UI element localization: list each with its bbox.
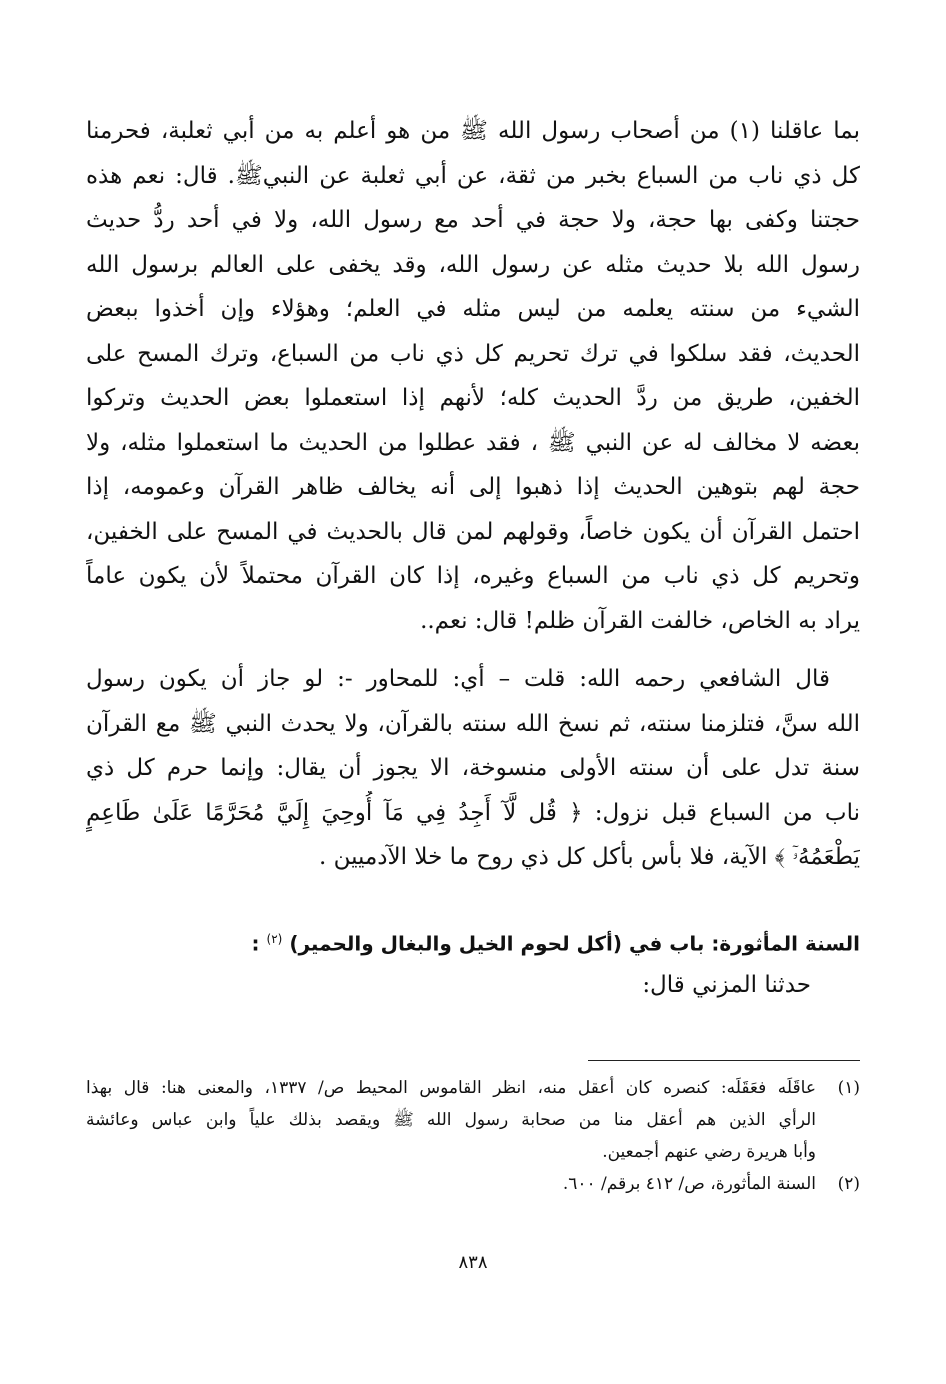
paragraph-line: الحديث، فقد سلكوا في ترك تحريم كل ذي ناب من السباع، وترك المسح على: [86, 340, 860, 367]
paragraph-line: الخفين، طريق من ردَّ الحديث كله؛ لأنهم إذا استعملوا بعض الحديث وتركوا: [86, 385, 860, 411]
paragraph-1: [86, 109, 860, 643]
footnote-2-line: [86, 1168, 860, 1200]
section-heading-suffix: :: [251, 931, 260, 956]
paragraph-line: الشيء من سنته يعلمه من ليس مثله في العلم؛ وهؤلاء وإن أخذوا ببعض: [86, 296, 860, 322]
paragraph-line: رسول الله بلا حديث مثله عن رسول الله، وقد يخفى على العالم برسول الله: [86, 251, 860, 278]
paragraph-2: [86, 657, 860, 880]
footnote-reference: (٢): [266, 932, 283, 946]
footnote-divider: [588, 1060, 860, 1061]
section-heading: [86, 917, 860, 966]
paragraph-line: الله سنَّ، فتلزمنا سنته، ثم نسخ الله سنته بالقرآن، ولا يحدث النبي ﷺ مع القرآن: [86, 710, 860, 737]
paragraph-line: احتمل القرآن أن يكون خاصاً، وقولهم لمن قال بالحديث في المسح على الخفين،: [86, 518, 860, 545]
footnote-number: (٢): [837, 1174, 860, 1194]
paragraph-line: يَطْعَمُهُۥٓ ﴾ الآية، فلا بأس بأكل كل ذي روح ما خلا الآدميين .: [318, 844, 860, 870]
paragraph-line: كل ذي ناب من السباع بخبر من ثقة، عن أبي ثعلبة عن النبيﷺ. قال: نعم هذه: [86, 162, 860, 189]
paragraph-line: وتحريم كل ذي ناب من السباع وغيره، إذا كان القرآن محتملاً لأن يكون عاماً: [86, 563, 860, 589]
paragraph-line: سنة تدل على أن سنته الأولى منسوخة، الا يجوز أن يقال: وإنما حرم كل ذي: [86, 755, 860, 781]
footnote-1-line: وأبا هريرة رضي عنهم أجمعين.: [602, 1142, 816, 1162]
footnote-1-line: الرأي الذين هم أعقل منا من صحابة رسول الله ﷺ ويقصد بذلك علياً وابن عباس وعائشة: [86, 1110, 816, 1130]
page-number: ٨٣٨: [458, 1252, 488, 1273]
quran-verse-line: ناب من السباع قبل نزول: ﴿ قُل لَّآ أَجِدُ فِي مَآ أُوحِيَ إِلَيَّ مُحَرَّمًا عَلَىٰ طَاعِمٍ: [86, 799, 860, 826]
paragraph-line: بعضه لا مخالف له عن النبي ﷺ ، فقد عطلوا من الحديث ما استعملوا مثله، ولا: [86, 429, 860, 456]
section-heading-text: السنة المأثورة: باب في (أكل لحوم الخيل والبغال والحمير): [289, 931, 860, 956]
paragraph-line: حجتنا وكفى بها حجة، ولا حجة في أحد مع رسول الله، ولا في أحد ردُّ حديث: [86, 207, 860, 233]
paragraph-line: يراد به الخاص، خالفت القرآن ظلم! قال: نعم..: [420, 607, 860, 634]
footnote-text: عاقَلَه فعَقَلَه: كنصره كان أعقل منه، انظر القاموس المحيط ص/ ١٣٣٧، والمعنى هنا: قال بهذا: [86, 1078, 816, 1098]
paragraph-line: بما عاقلنا (١) من أصحاب رسول الله ﷺ من هو أعلم به من أبي ثعلبة، فحرمنا: [86, 118, 860, 144]
footnote-1-line: [86, 1072, 860, 1104]
paragraph-line: قال الشافعي رحمه الله: قلت – أي: للمحاور -: لو جاز أن يكون رسول: [86, 666, 830, 692]
footnotes: [86, 1072, 860, 1200]
narration-line: حدثنا المزني قال:: [642, 972, 811, 998]
footnote-text: السنة المأثورة، ص/ ٤١٢ برقم/ ٦٠٠.: [562, 1174, 816, 1194]
paragraph-line: حجة لهم بتوهين الحديث إذا ذهبوا إلى أنه يخالف ظاهر القرآن وعمومه، إذا: [86, 474, 860, 500]
footnote-number: (١): [837, 1078, 860, 1098]
